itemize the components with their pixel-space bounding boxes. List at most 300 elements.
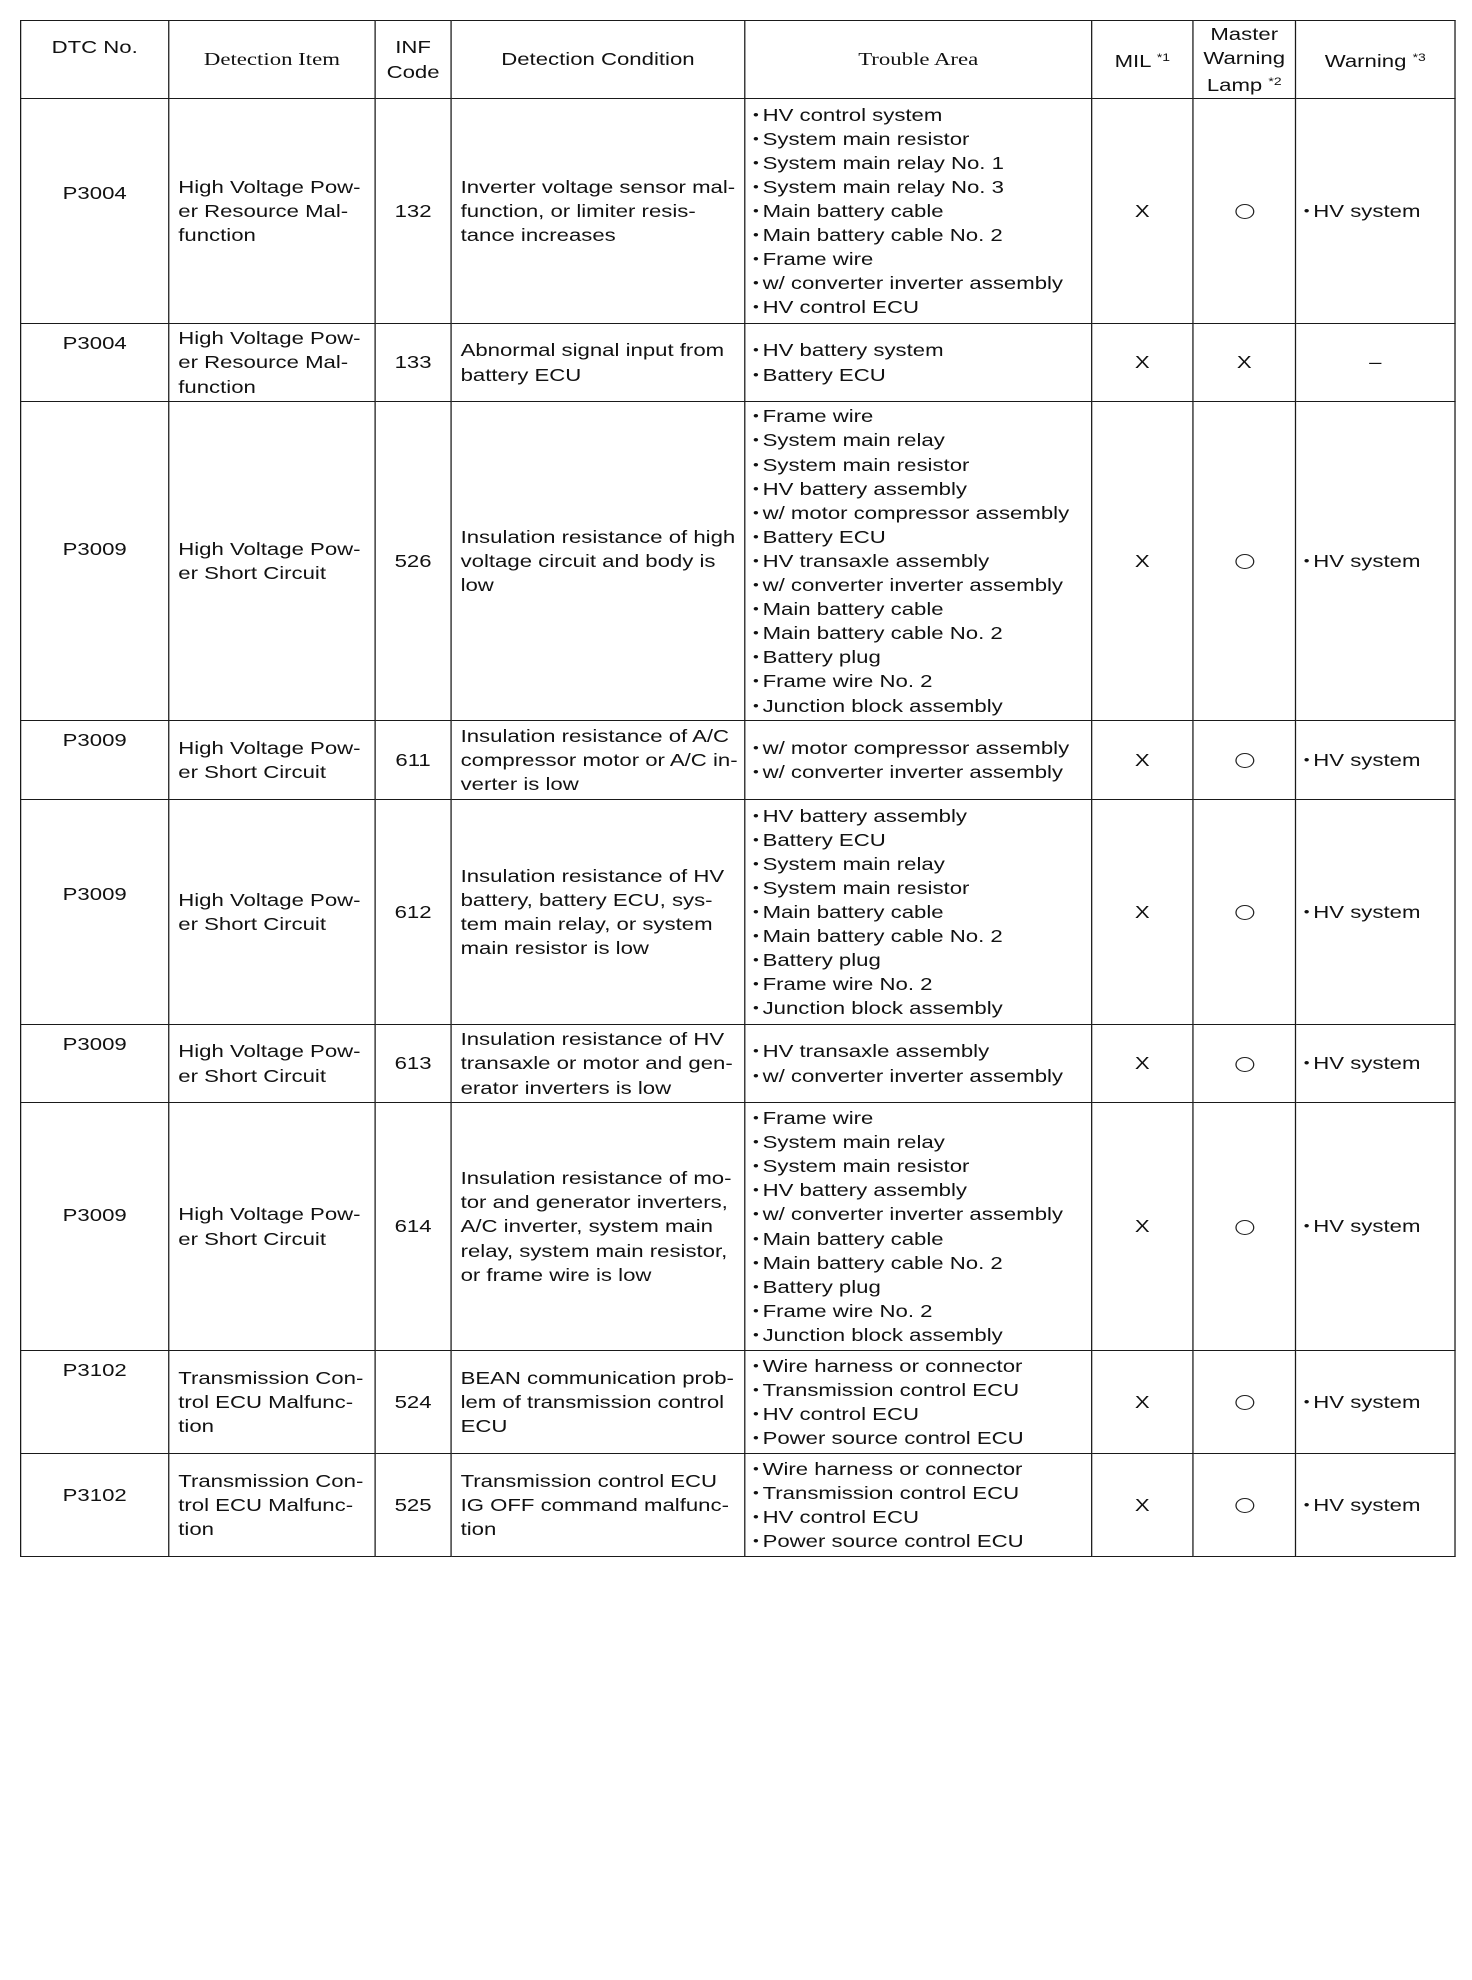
- bullet-icon: •: [753, 342, 759, 358]
- trouble-area-cell: [745, 800, 1092, 1025]
- cross-mark: X: [1134, 550, 1150, 571]
- trouble-area-text: Frame wire No. 2: [762, 671, 933, 692]
- trouble-area-text: w/ converter inverter assembly: [762, 762, 1064, 782]
- bullet-icon: •: [753, 1043, 759, 1059]
- bullet-icon: •: [1303, 552, 1310, 568]
- trouble-area-text: Frame wire No. 2: [762, 974, 933, 995]
- header-mil: MIL $^{*1}$: [1092, 21, 1193, 99]
- detection-condition-line: Inverter voltage sensor mal-: [460, 176, 736, 197]
- bullet-icon: •: [753, 154, 759, 170]
- detection-condition-line: compressor motor or A/C in-: [460, 749, 738, 770]
- bullet-icon: •: [753, 673, 759, 689]
- header-warning: Warning $^{*3}$: [1295, 21, 1455, 99]
- bullet-icon: •: [753, 764, 759, 779]
- trouble-area-item: [753, 1178, 1091, 1202]
- trouble-area-item: [753, 669, 1091, 693]
- master-warning-lamp-cell: [1193, 402, 1296, 721]
- detection-condition-cell: [451, 1103, 745, 1351]
- detection-condition-line: tem main relay, or system: [460, 914, 713, 934]
- trouble-area-text: Transmission control ECU: [762, 1482, 1020, 1503]
- trouble-area-item: [753, 760, 1091, 784]
- bullet-icon: •: [753, 504, 759, 520]
- trouble-area-item: [753, 828, 1091, 852]
- cross-mark: X: [1134, 749, 1150, 770]
- dtc-code: P3102: [62, 1485, 127, 1505]
- dtc-table: [20, 20, 1456, 1557]
- dtc-code: P3004: [62, 183, 127, 203]
- trouble-area-item: [753, 223, 1091, 247]
- trouble-area-text: HV control ECU: [762, 297, 919, 318]
- trouble-area-cell: [745, 99, 1092, 324]
- mil-cell: [1092, 800, 1193, 1025]
- dtc-code: P3009: [62, 730, 127, 750]
- detection-condition-line: tion: [460, 1519, 497, 1540]
- trouble-area-item: [753, 1106, 1091, 1130]
- master-warning-lamp-cell: [1193, 1103, 1296, 1351]
- dtc-code-cell: [21, 1025, 169, 1103]
- bullet-icon: •: [753, 1326, 759, 1342]
- trouble-area-cell: [745, 1454, 1092, 1557]
- mil-cell: [1092, 1454, 1193, 1557]
- detection-item-cell: [169, 800, 375, 1025]
- inf-code-cell: 611: [375, 721, 451, 800]
- detection-condition-line: erator inverters is low: [460, 1077, 672, 1098]
- bullet-icon: •: [753, 1254, 759, 1270]
- detection-item-line: High Voltage Pow-: [178, 538, 361, 559]
- warning-text: –: [1369, 352, 1382, 372]
- detection-item-line: High Voltage Pow-: [178, 737, 361, 758]
- detection-condition-line: main resistor is low: [460, 938, 649, 959]
- master-warning-lamp-cell: [1193, 1025, 1296, 1103]
- bullet-icon: •: [1303, 903, 1310, 919]
- bullet-icon: •: [1303, 1393, 1310, 1409]
- trouble-area-item: [753, 924, 1091, 948]
- trouble-area-item: [753, 151, 1091, 175]
- detection-condition-line: Insulation resistance of A/C: [460, 725, 730, 746]
- warning-cell: [1295, 402, 1455, 721]
- detection-condition-cell: [451, 324, 745, 402]
- trouble-area-item: [753, 175, 1091, 199]
- detection-condition-line: ECU: [460, 1416, 508, 1437]
- trouble-area-text: System main relay No. 1: [762, 152, 1004, 173]
- master-warning-lamp-cell: [1193, 1351, 1296, 1454]
- trouble-area-item: [753, 1529, 1091, 1553]
- detection-item-line: er Short Circuit: [178, 762, 326, 782]
- bullet-icon: •: [1303, 1218, 1310, 1233]
- trouble-area-item: [753, 1251, 1091, 1275]
- trouble-area-text: HV battery system: [762, 340, 944, 361]
- circle-icon: [1235, 1498, 1254, 1513]
- trouble-area-text: Battery plug: [762, 1276, 881, 1297]
- bullet-icon: •: [753, 275, 759, 291]
- trouble-area-text: Battery plug: [762, 647, 881, 668]
- detection-condition-line: BEAN communication prob-: [460, 1367, 734, 1388]
- dtc-code: P3102: [62, 1360, 127, 1380]
- trouble-area-item: [753, 1402, 1091, 1426]
- trouble-area-text: Main battery cable: [762, 200, 944, 221]
- trouble-area-text: Battery ECU: [762, 364, 886, 385]
- detection-item-line: tion: [178, 1416, 214, 1437]
- detection-condition-line: relay, system main resistor,: [460, 1240, 728, 1261]
- detection-condition-line: tance increases: [460, 225, 616, 246]
- trouble-area-item: [753, 1426, 1091, 1450]
- trouble-area-cell: [745, 1025, 1092, 1103]
- detection-condition-line: verter is low: [460, 774, 579, 795]
- warning-cell: [1295, 1025, 1455, 1103]
- detection-item-cell: [169, 324, 375, 402]
- dtc-code: P3004: [62, 333, 127, 353]
- cross-mark: X: [1134, 352, 1150, 372]
- header-trouble-area: Trouble Area: [745, 21, 1092, 99]
- trouble-area-text: HV battery assembly: [762, 805, 967, 826]
- trouble-area-text: Transmission control ECU: [762, 1379, 1020, 1400]
- trouble-area-text: Main battery cable: [762, 901, 944, 922]
- trouble-area-text: HV control ECU: [762, 1404, 919, 1424]
- detection-item-cell: [169, 1351, 375, 1454]
- cross-mark: X: [1134, 1216, 1150, 1236]
- bullet-icon: •: [753, 831, 759, 847]
- bullet-icon: •: [753, 1430, 759, 1446]
- trouble-area-text: Power source control ECU: [762, 1531, 1024, 1552]
- bullet-icon: •: [753, 1182, 759, 1198]
- trouble-area-text: HV transaxle assembly: [762, 1041, 990, 1062]
- warning-text: HV system: [1313, 1391, 1421, 1412]
- detection-condition-line: Transmission control ECU: [460, 1470, 718, 1491]
- bullet-icon: •: [753, 1110, 759, 1126]
- bullet-icon: •: [753, 976, 759, 992]
- trouble-area-text: HV battery assembly: [762, 1180, 967, 1201]
- mil-cell: [1092, 721, 1193, 800]
- warning-text: HV system: [1313, 749, 1421, 770]
- trouble-area-cell: [745, 1103, 1092, 1351]
- trouble-area-item: [753, 1064, 1091, 1088]
- detection-condition-cell: [451, 402, 745, 721]
- trouble-area-item: [753, 1227, 1091, 1251]
- inf-code-cell: 614: [375, 1103, 451, 1351]
- warning-text: HV system: [1313, 1053, 1421, 1073]
- trouble-area-text: Frame wire No. 2: [762, 1300, 933, 1321]
- detection-item-line: High Voltage Pow-: [178, 889, 361, 910]
- table-row: [21, 99, 1455, 324]
- trouble-area-item: [753, 247, 1091, 271]
- detection-condition-line: transaxle or motor and gen-: [460, 1053, 733, 1074]
- trouble-area-text: Main battery cable: [762, 599, 944, 620]
- trouble-area-item: [753, 645, 1091, 669]
- mil-cell: [1092, 1103, 1193, 1351]
- detection-item-line: function: [178, 376, 256, 397]
- trouble-area-item: [753, 1481, 1091, 1505]
- trouble-area-text: w/ converter inverter assembly: [762, 1065, 1064, 1086]
- cross-mark: X: [1134, 1391, 1150, 1412]
- master-warning-lamp-cell: [1193, 721, 1296, 800]
- trouble-area-item: [753, 948, 1091, 972]
- dtc-code-cell: [21, 1103, 169, 1351]
- inf-code-cell: 526: [375, 402, 451, 721]
- bullet-icon: •: [753, 1067, 759, 1083]
- trouble-area-item: [753, 621, 1091, 645]
- trouble-area-item: [753, 199, 1091, 223]
- detection-condition-line: low: [460, 575, 494, 596]
- bullet-icon: •: [1303, 751, 1310, 767]
- detection-condition-line: lem of transmission control: [460, 1391, 725, 1412]
- bullet-icon: •: [753, 1302, 759, 1318]
- warning-text: HV system: [1313, 1216, 1421, 1236]
- trouble-area-item: [753, 1354, 1091, 1378]
- trouble-area-text: System main relay: [762, 430, 945, 451]
- trouble-area-item: [753, 453, 1091, 477]
- cross-mark: X: [1134, 1053, 1150, 1073]
- trouble-area-item: [753, 363, 1091, 387]
- trouble-area-text: HV transaxle assembly: [762, 550, 990, 571]
- trouble-area-text: Power source control ECU: [762, 1428, 1024, 1449]
- warning-cell: [1295, 1454, 1455, 1557]
- bullet-icon: •: [753, 456, 759, 472]
- trouble-area-text: w/ motor compressor assembly: [762, 737, 1070, 758]
- bullet-icon: •: [753, 251, 759, 267]
- dtc-code-cell: [21, 402, 169, 721]
- mil-cell: [1092, 402, 1193, 721]
- cross-mark: X: [1134, 901, 1150, 922]
- table-row: [21, 1454, 1455, 1557]
- bullet-icon: •: [753, 202, 759, 218]
- trouble-area-item: [753, 1299, 1091, 1323]
- trouble-area-item: [753, 477, 1091, 501]
- detection-condition-cell: [451, 800, 745, 1025]
- detection-item-line: er Resource Mal-: [178, 352, 349, 373]
- dtc-code-cell: [21, 800, 169, 1025]
- detection-item-line: tion: [178, 1519, 214, 1540]
- detection-item-cell: [169, 721, 375, 800]
- bullet-icon: •: [753, 1206, 759, 1222]
- header-inf-code: INF Code: [375, 21, 451, 99]
- detection-condition-line: Insulation resistance of high: [460, 526, 736, 547]
- trouble-area-text: Wire harness or connector: [762, 1458, 1023, 1479]
- trouble-area-item: [753, 1275, 1091, 1299]
- detection-item-line: High Voltage Pow-: [178, 176, 361, 197]
- bullet-icon: •: [753, 408, 759, 424]
- bullet-icon: •: [753, 1484, 759, 1500]
- bullet-icon: •: [753, 601, 759, 617]
- trouble-area-text: System main relay: [762, 853, 945, 874]
- circle-icon: [1235, 905, 1254, 920]
- master-warning-lamp-cell: [1193, 1454, 1296, 1557]
- trouble-area-text: w/ converter inverter assembly: [762, 273, 1064, 294]
- trouble-area-item: [753, 736, 1091, 760]
- bullet-icon: •: [753, 1381, 759, 1397]
- detection-item-cell: [169, 1025, 375, 1103]
- trouble-area-item: [753, 1039, 1091, 1063]
- trouble-area-item: [753, 501, 1091, 525]
- trouble-area-item: [753, 428, 1091, 452]
- bullet-icon: •: [753, 739, 759, 755]
- trouble-area-text: System main relay: [762, 1132, 945, 1153]
- table-row: [21, 1103, 1455, 1351]
- detection-item-cell: [169, 402, 375, 721]
- detection-condition-line: tor and generator inverters,: [460, 1192, 728, 1213]
- circle-icon: [1235, 554, 1254, 569]
- inf-code-cell: 612: [375, 800, 451, 1025]
- detection-item-line: er Short Circuit: [178, 1065, 326, 1086]
- bullet-icon: •: [753, 649, 759, 665]
- trouble-area-item: [753, 1505, 1091, 1529]
- mil-cell: [1092, 99, 1193, 324]
- trouble-area-text: System main resistor: [762, 877, 970, 898]
- detection-item-line: er Short Circuit: [178, 563, 326, 583]
- bullet-icon: •: [753, 1357, 759, 1373]
- detection-condition-line: Insulation resistance of mo-: [460, 1168, 732, 1189]
- trouble-area-item: [753, 338, 1091, 362]
- trouble-area-text: Battery plug: [762, 950, 881, 971]
- detection-condition-line: A/C inverter, system main: [460, 1216, 713, 1237]
- warning-text: HV system: [1313, 550, 1421, 571]
- detection-item-line: High Voltage Pow-: [178, 328, 361, 349]
- detection-item-line: er Short Circuit: [178, 914, 326, 934]
- bullet-icon: •: [753, 299, 759, 315]
- dtc-code-cell: [21, 99, 169, 324]
- header-row: [21, 21, 1455, 99]
- warning-cell: [1295, 1103, 1455, 1351]
- trouble-area-cell: [745, 324, 1092, 402]
- trouble-area-cell: [745, 721, 1092, 800]
- bullet-icon: •: [753, 625, 759, 641]
- table-row: [21, 324, 1455, 402]
- circle-icon: [1235, 1057, 1254, 1072]
- bullet-icon: •: [753, 807, 759, 823]
- detection-item-cell: [169, 99, 375, 324]
- detection-item-line: Transmission Con-: [178, 1470, 364, 1491]
- bullet-icon: •: [1303, 1055, 1310, 1070]
- bullet-icon: •: [753, 552, 759, 568]
- trouble-area-text: Main battery cable No. 2: [762, 1252, 1003, 1273]
- trouble-area-item: [753, 1202, 1091, 1226]
- mil-cell: [1092, 324, 1193, 402]
- header-detection-item: Detection Item: [169, 21, 375, 99]
- trouble-area-item: [753, 1323, 1091, 1347]
- trouble-area-item: [753, 694, 1091, 718]
- detection-item-cell: [169, 1454, 375, 1557]
- trouble-area-item: [753, 103, 1091, 127]
- trouble-area-text: Wire harness or connector: [762, 1355, 1023, 1376]
- trouble-area-text: Frame wire: [762, 1108, 874, 1129]
- dtc-code: P3009: [62, 884, 127, 904]
- trouble-area-item: [753, 404, 1091, 428]
- trouble-area-item: [753, 900, 1091, 924]
- bullet-icon: •: [753, 1533, 759, 1549]
- detection-item-line: High Voltage Pow-: [178, 1204, 361, 1225]
- header-master-warning-lamp: Master Warning Lamp $^{*2}$: [1193, 21, 1296, 99]
- circle-icon: [1235, 204, 1254, 219]
- trouble-area-text: Battery ECU: [762, 526, 886, 547]
- detection-item-line: trol ECU Malfunc-: [178, 1391, 354, 1412]
- trouble-area-text: Junction block assembly: [762, 998, 1003, 1019]
- trouble-area-text: HV control system: [762, 104, 943, 125]
- bullet-icon: •: [753, 903, 759, 919]
- detection-item-cell: [169, 1103, 375, 1351]
- detection-condition-line: voltage circuit and body is: [460, 550, 716, 571]
- trouble-area-text: Main battery cable No. 2: [762, 623, 1003, 644]
- bullet-icon: •: [753, 855, 759, 871]
- trouble-area-text: Main battery cable No. 2: [762, 225, 1003, 246]
- detection-condition-line: battery ECU: [460, 364, 582, 385]
- detection-item-line: er Resource Mal-: [178, 200, 349, 221]
- inf-code-cell: 133: [375, 324, 451, 402]
- detection-condition-line: Abnormal signal input from: [460, 340, 725, 361]
- trouble-area-item: [753, 804, 1091, 828]
- circle-icon: [1235, 753, 1254, 768]
- detection-condition-cell: [451, 1454, 745, 1557]
- trouble-area-text: System main resistor: [762, 1156, 970, 1177]
- dtc-code: P3009: [62, 1034, 127, 1054]
- warning-text: HV system: [1313, 1494, 1421, 1515]
- cross-mark: X: [1134, 200, 1150, 221]
- trouble-area-item: [753, 295, 1091, 319]
- detection-condition-line: Insulation resistance of HV: [460, 865, 725, 886]
- bullet-icon: •: [753, 480, 759, 496]
- bullet-icon: •: [753, 130, 759, 146]
- dtc-code-cell: [21, 324, 169, 402]
- bullet-icon: •: [753, 432, 759, 448]
- table-row: [21, 721, 1455, 800]
- detection-condition-line: Insulation resistance of HV: [460, 1029, 725, 1050]
- dtc-code: P3009: [62, 539, 127, 559]
- bullet-icon: •: [1303, 202, 1310, 218]
- detection-item-line: er Short Circuit: [178, 1228, 326, 1249]
- trouble-area-item: [753, 852, 1091, 876]
- master-warning-lamp-cell: [1193, 800, 1296, 1025]
- warning-cell: [1295, 1351, 1455, 1454]
- warning-cell: [1295, 324, 1455, 402]
- bullet-icon: •: [753, 577, 759, 593]
- trouble-area-item: [753, 271, 1091, 295]
- master-warning-lamp-cell: [1193, 324, 1296, 402]
- bullet-icon: •: [753, 1509, 759, 1524]
- trouble-area-item: [753, 1457, 1091, 1481]
- trouble-area-text: Frame wire: [762, 249, 874, 270]
- inf-code-cell: 525: [375, 1454, 451, 1557]
- trouble-area-item: [753, 996, 1091, 1020]
- table-row: [21, 1351, 1455, 1454]
- bullet-icon: •: [753, 1000, 759, 1016]
- inf-code-cell: 613: [375, 1025, 451, 1103]
- dtc-code-cell: [21, 1351, 169, 1454]
- trouble-area-text: Junction block assembly: [762, 695, 1003, 716]
- circle-icon: [1235, 1395, 1254, 1410]
- trouble-area-text: Junction block assembly: [762, 1324, 1003, 1345]
- detection-condition-cell: [451, 99, 745, 324]
- trouble-area-text: Battery ECU: [762, 829, 886, 850]
- bullet-icon: •: [753, 1134, 759, 1150]
- bullet-icon: •: [753, 1460, 759, 1476]
- bullet-icon: •: [753, 1230, 759, 1246]
- trouble-area-text: System main resistor: [762, 454, 970, 475]
- bullet-icon: •: [753, 366, 759, 382]
- detection-condition-cell: [451, 1351, 745, 1454]
- bullet-icon: •: [753, 928, 759, 944]
- trouble-area-item: [753, 573, 1091, 597]
- detection-condition-line: function, or limiter resis-: [460, 200, 696, 221]
- warning-text: HV system: [1313, 901, 1421, 922]
- inf-code-cell: 524: [375, 1351, 451, 1454]
- detection-condition-cell: [451, 1025, 745, 1103]
- cross-mark: X: [1134, 1494, 1150, 1515]
- detection-condition-cell: [451, 721, 745, 800]
- dtc-code-cell: [21, 721, 169, 800]
- trouble-area-text: Main battery cable: [762, 1228, 944, 1249]
- bullet-icon: •: [753, 227, 759, 243]
- bullet-icon: •: [753, 528, 759, 544]
- trouble-area-text: System main resistor: [762, 128, 970, 149]
- table-row: [21, 1025, 1455, 1103]
